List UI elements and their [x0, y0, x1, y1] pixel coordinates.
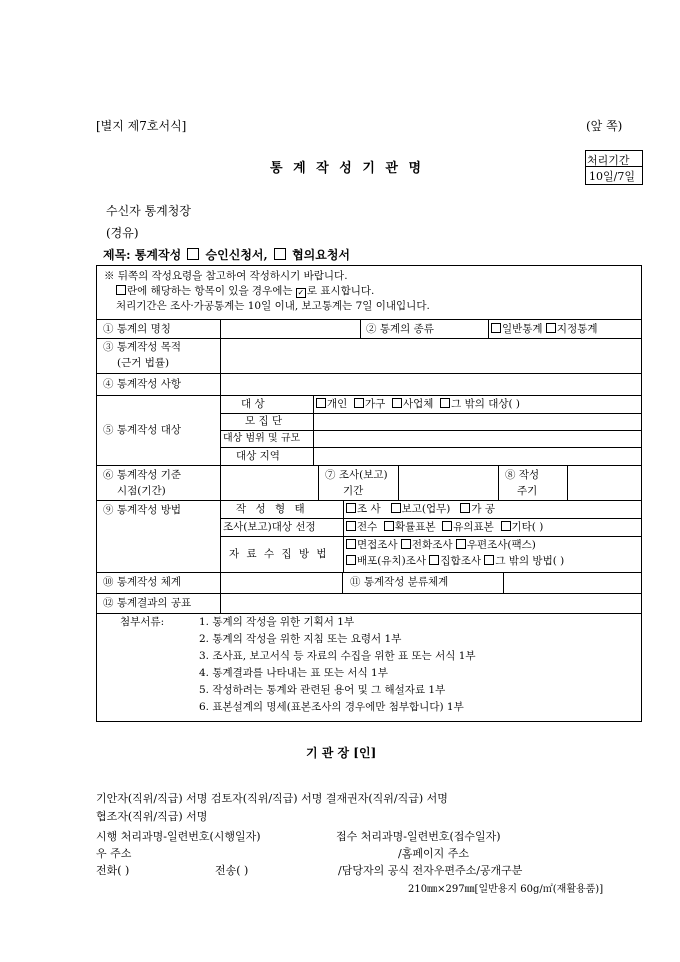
homepage-line: /홈페이지 주소	[398, 847, 469, 860]
row4-label: ④ 통계작성 사항	[103, 378, 182, 390]
row9-label: ⑨ 통계작성 방법	[103, 504, 182, 516]
checkbox-interview[interactable]	[346, 539, 356, 549]
period-value: 10일/7일	[589, 170, 635, 183]
via: (경유)	[106, 226, 139, 240]
row9-sub2: 조사(보고)대상 선정	[223, 521, 316, 533]
row7-label2: 기간	[343, 485, 364, 497]
row9-sub3: 자 료 수 집 방 법	[229, 548, 329, 560]
checkbox-designated-stat[interactable]	[546, 323, 556, 333]
row5-label: ⑤ 통계작성 대상	[103, 424, 182, 436]
notice-line1: ※ 뒤쪽의 작성요령을 참고하여 작성하시기 바랍니다.	[104, 270, 348, 282]
row9-sub3-line2: 배포(유치)조사 집합조사 그 밖의 방법( )	[346, 555, 564, 568]
checkbox-phone[interactable]	[401, 539, 411, 549]
checkbox-processing[interactable]	[460, 503, 470, 513]
row9-sub2-options: 전수 확률표본 유의표본 기타( )	[346, 521, 543, 534]
recipient: 수신자 통계청장	[106, 204, 191, 218]
row9-sub1-options: 조 사 보고(업무) 가 공	[346, 503, 495, 516]
period-label: 처리기간	[587, 154, 630, 167]
attachment-item: 2. 통계의 작성을 위한 지침 또는 요령서 1부	[199, 633, 402, 645]
row2-options: 일반통계 지정통계	[491, 323, 598, 336]
attachments-title: 첨부서류:	[120, 616, 165, 628]
checkbox-general-stat[interactable]	[491, 323, 501, 333]
attachment-item: 1. 통계의 작성을 위한 기획서 1부	[199, 616, 355, 628]
subject-opt2: 협의요청서	[292, 248, 351, 262]
checkbox-survey[interactable]	[346, 503, 356, 513]
attachment-item: 6. 표본설계의 명세(표본조사의 경우에만 첨부합니다) 1부	[199, 701, 464, 713]
row6-label2: 시점(기간)	[117, 485, 166, 497]
subject-opt1: 승인신청서,	[205, 248, 268, 262]
checkbox-consult[interactable]	[274, 248, 286, 260]
checkbox-probability-sample[interactable]	[384, 521, 394, 531]
attachment-item: 3. 조사표, 보고서식 등 자료의 수집을 위한 표 또는 서식 1부	[199, 650, 476, 662]
signature-line1: 기안자(직위/직급) 서명 검토자(직위/직급) 서명 결재권자(직위/직급) 서명	[96, 792, 448, 805]
checkbox-individual[interactable]	[316, 398, 326, 408]
notice-line3: 처리기간은 조사·가공통계는 10일 이내, 보고통계는 7일 이내입니다.	[116, 300, 430, 312]
row8-label1: ⑧ 작성	[505, 469, 540, 481]
address-line: 우 주소	[96, 847, 132, 860]
row5-sub1: 대 상	[241, 398, 265, 410]
checkbox-group[interactable]	[429, 555, 439, 565]
attachment-item: 4. 통계결과를 나타내는 표 또는 서식 1부	[199, 667, 388, 679]
fax-line: 전송( )	[215, 864, 249, 877]
row9-sub3-line1: 면접조사 전화조사 우편조사(팩스)	[346, 539, 536, 552]
row9-sub1: 작 성 형 태	[236, 503, 308, 515]
page-side: (앞 쪽)	[586, 119, 623, 133]
attachment-item: 5. 작성하려는 통계와 관련된 용어 및 그 해설자료 1부	[199, 684, 446, 696]
row6-label1: ⑥ 통계작성 기준	[103, 469, 182, 481]
form-number: [별지 제7호서식]	[96, 119, 187, 133]
checkbox-census[interactable]	[346, 521, 356, 531]
notice-line2: 란에 해당하는 항목이 있을 경우에는 ✓ 로 표시합니다.	[116, 285, 374, 298]
row5-sub3: 대상 범위 및 규모	[223, 433, 301, 444]
email-line: /담당자의 공식 전자우편주소/공개구분	[338, 864, 523, 877]
checkbox-mail[interactable]	[456, 539, 466, 549]
paper-spec: 210㎜×297㎜[일반용지 60g/㎡(재활용품)]	[408, 884, 604, 895]
row10-label: ⑩ 통계작성 체계	[103, 576, 182, 588]
row5-sub4: 대상 지역	[236, 450, 280, 462]
checkbox-business[interactable]	[392, 398, 402, 408]
checkbox-other-selection[interactable]	[501, 521, 511, 531]
checkbox-distribution[interactable]	[346, 555, 356, 565]
subject-line	[103, 246, 350, 263]
row3-label2: (근거 법률)	[117, 357, 170, 369]
checkbox-household[interactable]	[354, 398, 364, 408]
subject-prefix: 제목: 통계작성	[103, 248, 182, 262]
agency-head: 기 관 장 [인]	[306, 746, 377, 760]
row1-label: ① 통계의 명칭	[103, 323, 171, 335]
checkbox-other-target[interactable]	[440, 398, 450, 408]
checkbox-purposive-sample[interactable]	[442, 521, 452, 531]
row7-label1: ⑦ 조사(보고)	[325, 469, 388, 481]
checkbox-approval[interactable]	[187, 248, 199, 260]
enforcement-line: 시행 처리과명-일련번호(시행일자)	[96, 830, 261, 843]
row8-label2: 주기	[517, 485, 538, 497]
org-title: 통 계 작 성 기 관 명	[270, 161, 425, 176]
checkbox-icon	[116, 285, 126, 295]
row5-sub1-options: 개인 가구 사업체 그 밖의 대상( )	[316, 398, 520, 411]
checkbox-other-method[interactable]	[484, 555, 494, 565]
phone-line: 전화( )	[96, 864, 130, 877]
checked-box-icon: ✓	[297, 288, 305, 297]
row2-label: ② 통계의 종류	[366, 323, 434, 335]
receipt-line: 접수 처리과명-일련번호(접수일자)	[336, 830, 501, 843]
row12-label: ⑫ 통계결과의 공표	[103, 597, 192, 609]
row11-label: ⑪ 통계작성 분류체계	[350, 576, 449, 588]
row3-label1: ③ 통계작성 목적	[103, 341, 182, 353]
checkbox-report[interactable]	[391, 503, 401, 513]
row5-sub2: 모 집 단	[245, 415, 283, 427]
signature-line2: 협조자(직위/직급) 서명	[96, 810, 208, 823]
